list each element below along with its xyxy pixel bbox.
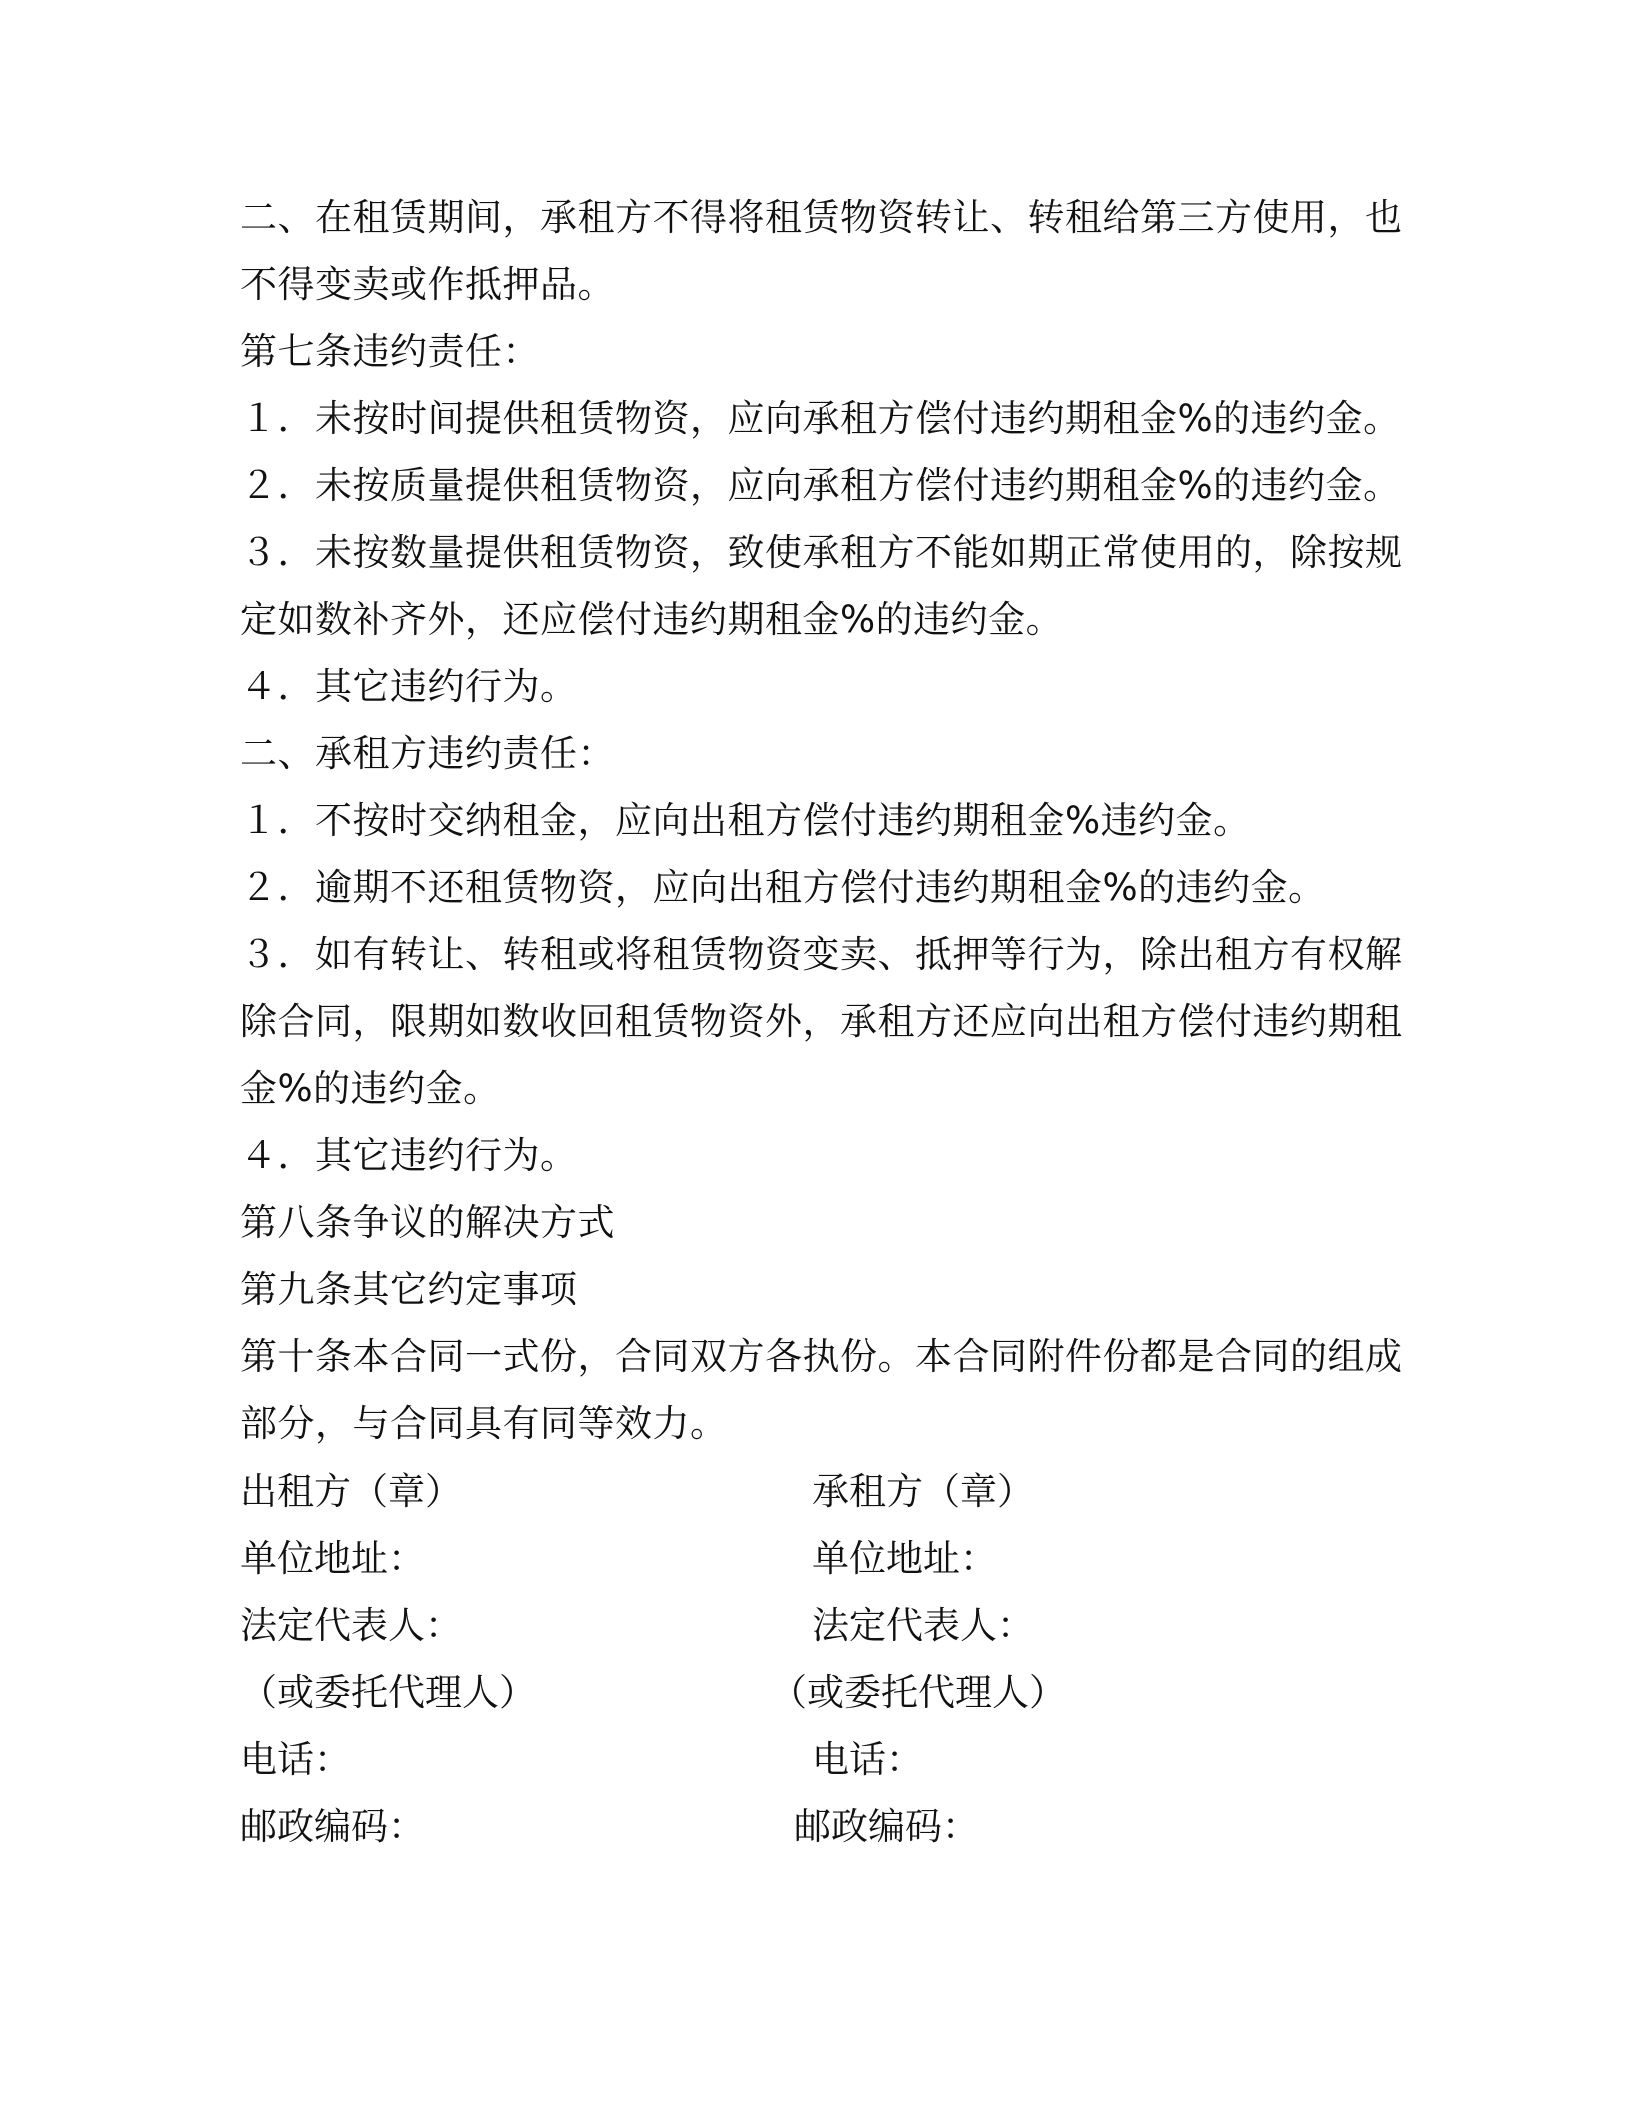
signature-row-legal-rep [240,1592,1400,1659]
lessee-party-label: 承租方（章） [812,1470,1034,1513]
lessee-agent-label: （或委托代理人） [770,1671,1066,1714]
paragraph-line: ４．其它违约行为。 [240,665,578,708]
paragraph-line: 金%的违约金。 [240,1067,501,1110]
section-heading: 二、承租方违约责任： [240,732,615,775]
paragraph-line: １．未按时间提供租赁物资，应向承租方偿付违约期租金%的违约金。 [240,397,1401,440]
paragraph-line: １．不按时交纳租金，应向出租方偿付违约期租金%违约金。 [240,799,1251,842]
signature-block [240,1458,1400,1860]
contract-body [240,184,1403,1457]
lessor-legal-rep-label: 法定代表人： [240,1604,462,1647]
article-heading: 第八条争议的解决方式 [240,1201,615,1244]
signature-row-address [240,1525,1400,1592]
paragraph-line: ４．其它违约行为。 [240,1134,578,1177]
signature-row-party [240,1458,1400,1525]
lessee-postcode-label: 邮政编码： [794,1805,979,1848]
signature-row-agent [240,1659,1400,1726]
article-heading: 第七条违约责任： [240,330,540,373]
paragraph-line: 定如数补齐外，还应偿付违约期租金%的违约金。 [240,598,1064,641]
lessee-legal-rep-label: 法定代表人： [812,1604,1034,1647]
paragraph-line: 第十条本合同一式份，合同双方各执份。本合同附件份都是合同的组成 [240,1335,1403,1378]
paragraph-line: ２．未按质量提供租赁物资，应向承租方偿付违约期租金%的违约金。 [240,464,1401,507]
paragraph-line: 二、在租赁期间，承租方不得将租赁物资转让、转租给第三方使用，也 [240,196,1403,239]
lessor-address-label: 单位地址： [240,1537,425,1580]
lessor-postcode-label: 邮政编码： [240,1805,425,1848]
paragraph-line: 不得变卖或作抵押品。 [240,263,615,306]
lessor-party-label: 出租方（章） [240,1470,462,1513]
lessee-phone-label: 电话： [812,1738,923,1781]
signature-row-phone [240,1726,1400,1793]
signature-row-postcode [240,1793,1400,1860]
lessor-agent-label: （或委托代理人） [240,1671,536,1714]
paragraph-line: ３．如有转让、转租或将租赁物资变卖、抵押等行为，除出租方有权解 [240,933,1403,976]
paragraph-line: ２．逾期不还租赁物资，应向出租方偿付违约期租金%的违约金。 [240,866,1326,909]
lessee-address-label: 单位地址： [812,1537,997,1580]
paragraph-line: 部分，与合同具有同等效力。 [240,1402,728,1445]
lessor-phone-label: 电话： [240,1738,351,1781]
paragraph-line: ３．未按数量提供租赁物资，致使承租方不能如期正常使用的，除按规 [240,531,1403,574]
article-heading: 第九条其它约定事项 [240,1268,578,1311]
paragraph-line: 除合同，限期如数收回租赁物资外，承租方还应向出租方偿付违约期租 [240,1000,1403,1043]
